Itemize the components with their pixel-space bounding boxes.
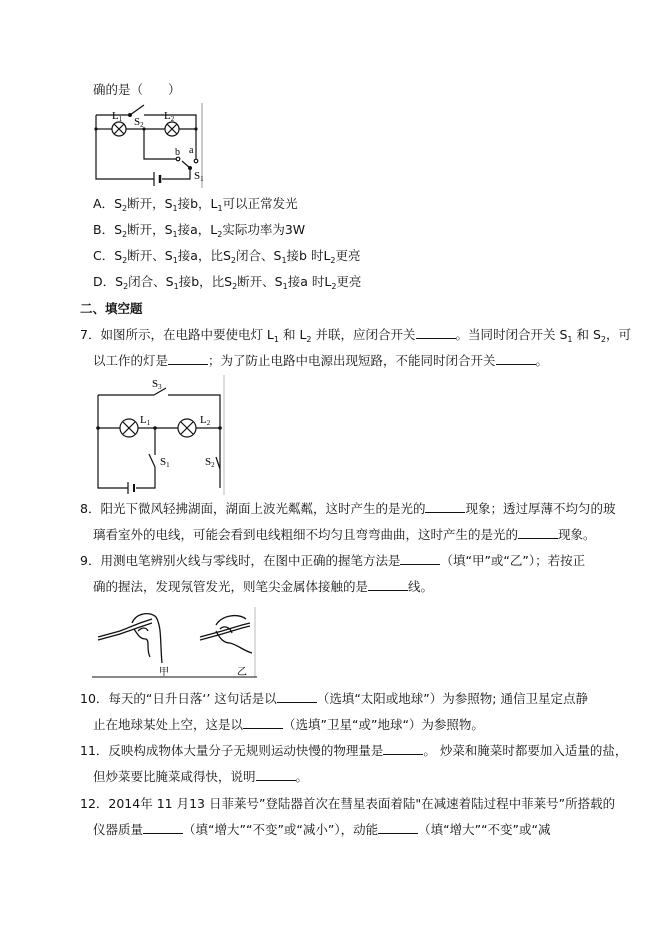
text: 确的握法，发现氖管发光，则笔尖金属体接触的是: [93, 579, 369, 594]
lamp-l2-cross: [181, 422, 193, 434]
label-b: b: [175, 147, 180, 158]
answer-blank[interactable]: [168, 352, 208, 365]
switch-s2: [130, 105, 144, 115]
text: 。: [535, 353, 549, 368]
text: S: [115, 274, 124, 289]
text: S: [114, 222, 123, 237]
answer-blank[interactable]: [256, 768, 296, 781]
text: 。当同时闭合开关 S: [455, 327, 568, 342]
subscript: 1: [273, 335, 279, 344]
label-s1: S: [194, 170, 201, 182]
question-9-line-1: [80, 552, 585, 570]
label-l2-sub: 2: [170, 115, 175, 123]
subscript: 1: [217, 204, 223, 213]
text: 实际功率为3W: [222, 222, 306, 237]
text: 。 炒菜和腌菜时都要加入适量的盐，: [423, 743, 628, 758]
question-12-line-2: [93, 821, 551, 839]
text: 和 L: [279, 327, 307, 342]
text: （填“甲”或“乙”）；若按正: [440, 553, 586, 568]
label-l2: L: [200, 414, 207, 426]
text: S: [114, 196, 122, 211]
junction-dot: [188, 166, 192, 170]
label-s1-sub: 1: [200, 175, 204, 183]
junction-dot: [94, 127, 97, 130]
subscript: 2: [122, 204, 128, 213]
text: 断开，S: [127, 196, 173, 211]
text: 更亮: [336, 274, 362, 289]
question-6-stem: 确的是（ ）: [93, 82, 181, 97]
answer-blank[interactable]: [277, 690, 317, 703]
text: 接b，比S: [178, 274, 233, 289]
text: ；为了防止电路中电源出现短路，不能同时闭合开关: [208, 353, 496, 368]
text: ，可: [606, 327, 632, 342]
text: （填“增大”“不变”或“减: [418, 822, 551, 837]
q7-circuit-diagram: [92, 375, 227, 495]
option-letter: B．: [93, 222, 115, 237]
junction-dot: [218, 426, 222, 430]
question-7-line-2: [93, 352, 548, 370]
text: 7．如图所示，在电路中要使电灯 L: [80, 327, 274, 342]
text: （选填“太阳或地球”）为参照物; 通信卫星定点静: [316, 691, 588, 706]
text: 9．用测电笔辨别火线与零线时，在图中正确的握笔方法是: [80, 553, 401, 568]
switch-s2: [216, 457, 220, 469]
svg-text:L1: [140, 414, 151, 427]
label-yi: 乙: [237, 667, 247, 678]
answer-blank[interactable]: [378, 821, 418, 834]
text: 现象；透过厚薄不均匀的玻: [465, 501, 616, 516]
label-s3-sub: 3: [158, 383, 162, 391]
text: 接b 时L: [286, 248, 331, 263]
question-11-line-2: [93, 768, 308, 786]
svg-text:S2: [205, 456, 215, 469]
answer-blank[interactable]: [496, 352, 536, 365]
text: 断开，S: [127, 222, 173, 237]
question-8-line-2: [93, 526, 596, 544]
text: 止在地球某处上空，这是以: [93, 717, 244, 732]
option-a[interactable]: [93, 195, 298, 218]
answer-blank[interactable]: [243, 716, 283, 729]
label-l1-sub: 1: [146, 419, 151, 427]
text: （选填”卫星“或”地球“）为参照物。: [283, 717, 484, 732]
contact-a: [194, 159, 198, 163]
subscript: 2: [306, 335, 312, 344]
answer-blank[interactable]: [368, 578, 408, 591]
subscript: 2: [230, 256, 236, 265]
option-c[interactable]: [93, 247, 361, 270]
text: 接a，比S: [177, 248, 231, 263]
subscript: 1: [172, 230, 178, 239]
text: 10．每天的“日升日落‘’ 这句话是以: [80, 691, 277, 706]
hand-grip-right-illustration: [200, 616, 252, 653]
wire: [136, 467, 155, 488]
label-jia: 甲: [159, 667, 169, 678]
subscript: 1: [173, 282, 179, 291]
q6-circuit-diagram: [92, 103, 212, 188]
subscript: 2: [122, 230, 128, 239]
subscript: 2: [123, 282, 129, 291]
text: 11．反映构成物体大量分子无规则运动快慢的物理量是: [80, 743, 384, 758]
label-l2-sub: 2: [206, 419, 211, 427]
subscript: 2: [232, 282, 238, 291]
answer-blank[interactable]: [143, 821, 183, 834]
text: S: [114, 248, 123, 263]
text: 闭合、S: [128, 274, 174, 289]
text: 更亮: [335, 248, 361, 263]
text: 和 S: [572, 327, 601, 342]
text: 接b，L: [177, 196, 218, 211]
label-l2: L: [164, 110, 171, 122]
subscript: 1: [567, 335, 573, 344]
text: 断开、S: [237, 274, 283, 289]
hand-grip-left-illustration: [98, 614, 162, 663]
subscript: 2: [331, 282, 337, 291]
answer-blank[interactable]: [400, 552, 440, 565]
answer-blank[interactable]: [383, 742, 423, 755]
svg-text:S1: [194, 170, 204, 183]
subscript: 2: [122, 256, 128, 265]
svg-text:L2: [200, 414, 211, 427]
label-s3: S: [152, 378, 159, 390]
answer-blank[interactable]: [416, 326, 456, 339]
text: 并联，应闭合开关: [311, 327, 416, 342]
question-9-line-2: [93, 578, 433, 596]
label-l1: L: [140, 414, 147, 426]
answer-blank[interactable]: [425, 500, 465, 513]
subscript: 2: [217, 230, 223, 239]
option-d[interactable]: [93, 273, 361, 296]
question-11-line-1: [80, 742, 627, 760]
svg-text:S2: [134, 116, 144, 129]
text: 8．阳光下微风轻拂湖面，湖面上波光粼粼，这时产生的是光的: [80, 501, 426, 516]
text: 。: [295, 769, 309, 784]
wire: [98, 395, 128, 488]
svg-text:S1: [160, 456, 170, 469]
subscript: 1: [281, 256, 287, 265]
junction-dot: [128, 113, 132, 117]
q9-test-pen-figure: [92, 605, 257, 680]
question-12-line-1: 12．2014年 11 月13 日菲莱号”登陆器首次在彗星表面着陆"在减速着陆过程中菲莱号”所搭载的: [80, 796, 616, 811]
lamp-l1-cross: [123, 422, 135, 434]
junction-dot: [194, 127, 197, 130]
subscript: 1: [282, 282, 288, 291]
subscript: 1: [172, 204, 178, 213]
switch-s1: [149, 454, 155, 467]
label-s2: S: [205, 456, 212, 468]
subscript: 2: [600, 335, 606, 344]
wire: [162, 168, 190, 179]
label-l1: L: [112, 110, 119, 122]
text: 璃看室外的电线，可能会看到电线粗细不均匀且弯弯曲曲，这时产生的是光的: [93, 527, 519, 542]
label-s2-sub: 2: [140, 121, 144, 129]
label-a: a: [189, 145, 194, 156]
text: 断开、S: [127, 248, 173, 263]
label-s2-sub: 2: [211, 461, 215, 469]
text: 可以正常发光: [222, 196, 298, 211]
option-letter: C．: [93, 248, 115, 263]
label-l1-sub: 1: [118, 115, 123, 123]
option-b[interactable]: [93, 221, 305, 244]
subscript: 2: [330, 256, 336, 265]
question-10-line-1: [80, 690, 588, 708]
lamp-l2-cross: [167, 124, 177, 134]
label-s1: S: [160, 456, 167, 468]
text: 接a，L: [177, 222, 218, 237]
section-title: 二、填空题: [80, 301, 143, 316]
wire: [168, 395, 220, 488]
label-s1-sub: 1: [166, 461, 170, 469]
text: 接a 时L: [287, 274, 332, 289]
svg-text:L1: [112, 110, 123, 123]
svg-text:S3: [152, 378, 162, 391]
text: 闭合、S: [236, 248, 282, 263]
answer-blank[interactable]: [518, 526, 558, 539]
text: 但炒菜要比腌菜咸得快，说明: [93, 769, 256, 784]
junction-dot: [96, 426, 100, 430]
question-10-line-2: [93, 716, 484, 734]
label-s2: S: [134, 116, 141, 128]
text: 现象。: [558, 527, 596, 542]
question-7-line-1: [80, 326, 631, 349]
text: 线。: [408, 579, 434, 594]
text: （填“增大”“不变”或“减小”），动能: [183, 822, 379, 837]
text: 仪器质量: [93, 822, 144, 837]
wire: [144, 129, 176, 159]
junction-dot: [153, 426, 157, 430]
svg-text:L2: [164, 110, 175, 123]
text: 以工作的灯是: [93, 353, 169, 368]
subscript: 1: [172, 256, 178, 265]
option-letter: D．: [93, 274, 116, 289]
lamp-l1-cross: [114, 124, 124, 134]
option-letter: A．: [93, 196, 115, 211]
question-8-line-1: [80, 500, 615, 518]
